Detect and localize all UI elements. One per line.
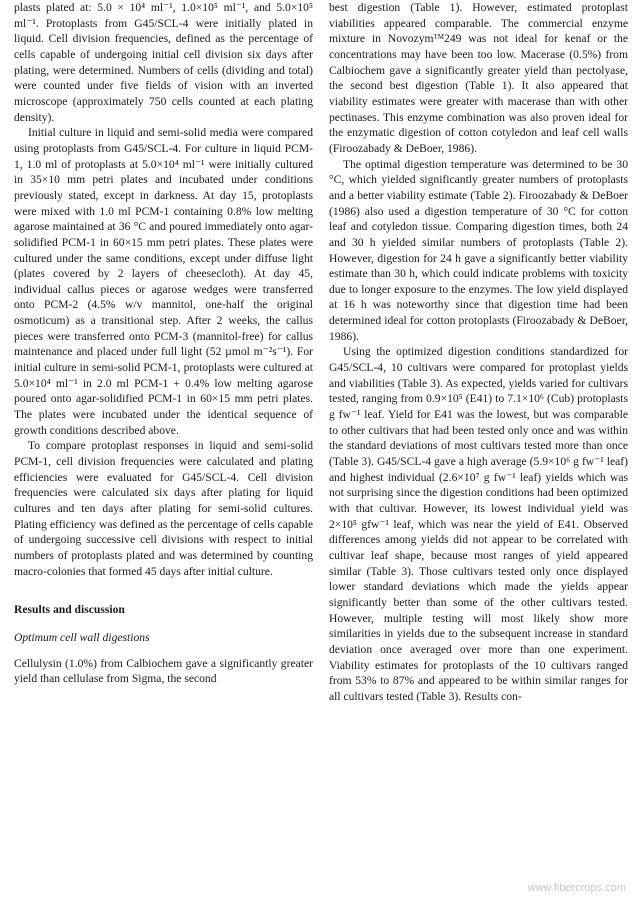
subsection-heading: Optimum cell wall digestions <box>14 630 150 644</box>
watermark: www.fibercrops.com <box>527 882 626 894</box>
left-column <box>14 0 313 705</box>
paragraph: The optimal digestion temperature was determined to be 30 °C, which yielded significantly greater numbers of protoplasts and a better viability estimate (Table 2). Firoozabady & DeBoer (1986) also used a digestion temperature of 30 °C for cotton leaf and cotyledon tissue. Comparing digestion times, both 24 and 30 h yielded similar numbers of protoplasts (Table 2). However, digestion for 24 h gave a significantly better viability estimate than 30 h, which could indicate problems with toxicity due to longer exposure to the enzymes. The low yield displayed at 16 h was noteworthy since that digestion time had been determined ideal for cotton protoplasts (Firoozabady & DeBoer, 1986). <box>329 157 628 343</box>
two-column-body <box>14 0 628 705</box>
paragraph: best digestion (Table 1). However, estimated protoplast viabilities appeared comparable. The commercial enzyme mixture in Novozymᵀᴹ249 was not ideal for kenaf or the concentrations may have been too low. Macerase (0.5%) from Calbiochem gave a significantly greater yield than pectolyase, the second best digestion (Table 1). It also appeared that viability estimates were greater with macerase than with other pectinases. This enzyme combination was also proven ideal for the enzymatic digestion of cotton cotyledon and leaf cell walls (Firoozabady & DeBoer, 1986). <box>329 1 628 155</box>
right-column <box>329 0 628 705</box>
section-heading: Results and discussion <box>14 603 125 617</box>
paragraph: Cellulysin (1.0%) from Calbiochem gave a significantly greater yield than cellulase from Sigma, the second <box>14 656 313 686</box>
paragraph: To compare protoplast responses in liquid and semi-solid PCM-1, cell division frequencies were calculated and plating efficiencies were evaluated for G45/SCL-4. Cell division frequencies were calculated six days after plating for liquid cultures and ten days after plating for semi-solid cultures. Plating efficiency was defined as the percentage of cells capable of undergoing successive cell divisions with respect to initial numbers of protoplasts plated and was determined by counting macro-colonies that formed 45 days after initial culture. <box>14 439 313 578</box>
paragraph: plasts plated at: 5.0 × 10⁴ ml⁻¹, 1.0×10⁵ ml⁻¹, and 5.0×10⁵ ml⁻¹. Protoplasts from G45/SCL-4 were initially plated in liquid. Cell division frequencies, defined as the percentage of cells capable of undergoing initial cell division six days after plating, were determined. Numbers of cells (dividing and total) were counted under five fields of vision with an inverted microscope (approximately 750 cells counted at each plating density). <box>14 1 313 124</box>
paragraph: Using the optimized digestion conditions standardized for G45/SCL-4, 10 cultivars were compared for protoplast yields and viabilities (Table 3). As expected, yields varied for cultivars tested, ranging from 0.9×10⁵ (E41) to 7.1×10⁶ (Cub) protoplasts g fw⁻¹ leaf. Yield for E41 was the lowest, but was comparable to other cultivars that had been tested only once and was within the standard deviations of most cultivars tested more than once (Table 3). G45/SCL-4 gave a high average (5.9×10⁶ g fw⁻¹ leaf) and highest individual (2.6×10⁷ g fw⁻¹ leaf) yields which was not surprising since the digestion conditions had been optimized with that cultivar. However, its lowest individual yield was 2×10⁵ gfw⁻¹ leaf, which was near the yield of E41. Observed differences among yields did not appear to be correlated with cultivar leaf shape, because most ranges of yield appeared similar (Table 3). Those cultivars tested only once displayed lower standard deviations which made the yields appear significantly better than some of the other cultivars tested. However, multiple testing will most likely show more similarities in yields due to the subsequent increase in standard deviation once averaged over more than one experiment. Viability estimates for protoplasts of the 10 cultivars ranged from 53% to 87% and appeared to be within similar ranges for all cultivars tested (Table 3). Results con- <box>329 345 628 703</box>
paragraph: Initial culture in liquid and semi-solid media were compared using protoplasts from G45/SCL-4. For culture in liquid PCM-1, 1.0 ml of protoplasts at 5.0×10⁴ ml⁻¹ were initially cultured in 35×10 mm petri plates and incubated under conditions previously stated, except in darkness. At day 15, protoplasts were mixed with 1.0 ml PCM-1 containing 0.8% low melting agarose maintained at 36 °C and poured immediately onto agar-solidified PCM-1 in 60×15 mm petri plates. These plates were cultured under the same conditions, except under diffuse light (plates covered by 2 layers of cheesecloth). At day 45, individual callus pieces or agarose wedges were transferred onto PCM-2 (4.5% w/v mannitol, one-half the original osmoticum) as a transitional step. After 2 weeks, the callus pieces were transferred onto PCM-3 (mannitol-free) for callus maintenance and placed under full light (52 µmol m⁻²s⁻¹). For initial culture in semi-solid PCM-1, protoplasts were cultured at 5.0×10⁴ ml⁻¹ in 2.0 ml PCM-1 + 0.4% low melting agarose poured onto agar-solidified PCM-1 in 60×15 mm petri plates. The plates were incubated under the identical sequence of growth conditions described above. <box>14 126 313 437</box>
